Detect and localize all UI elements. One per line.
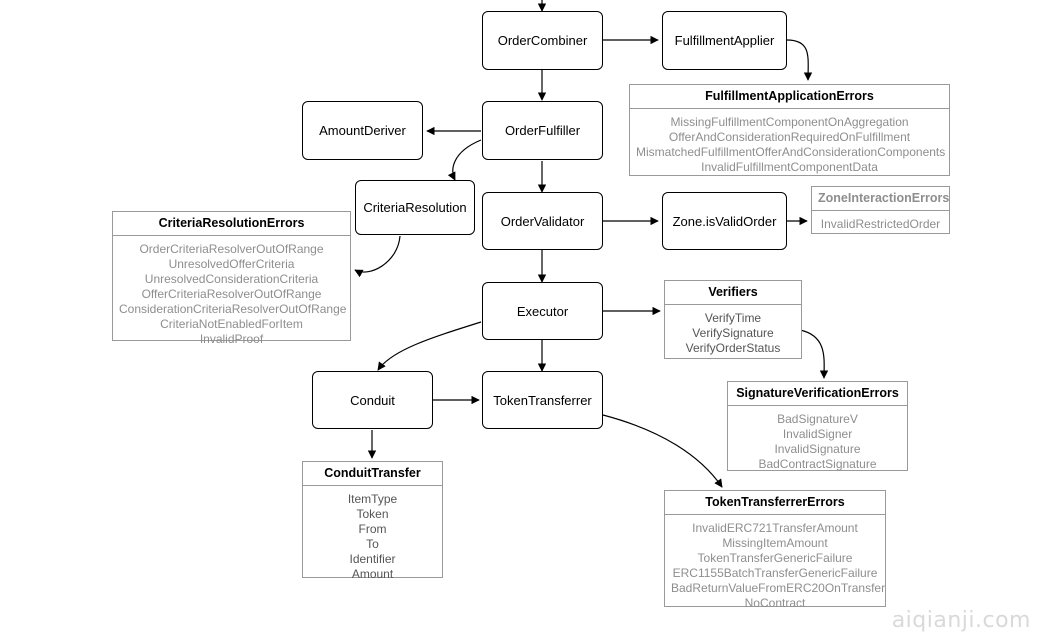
node-token-transferrer[interactable]: [482, 371, 603, 429]
table-row: VerifyTime: [704, 311, 762, 325]
table-row: VerifyOrderStatus: [685, 341, 781, 355]
node-amount-deriver[interactable]: [302, 101, 423, 160]
table-title: CriteriaResolutionErrors: [113, 212, 350, 236]
table-row: InvalidSigner: [782, 427, 853, 441]
table-verifiers: [664, 280, 802, 359]
node-conduit[interactable]: [312, 371, 433, 429]
table-body: [665, 515, 885, 618]
table-row: InvalidRestrictedOrder: [820, 217, 941, 231]
table-title: SignatureVerificationErrors: [728, 382, 907, 406]
table-row: InvalidProof: [199, 332, 264, 346]
table-title: ZoneInteractionErrors: [812, 187, 949, 211]
table-body: [303, 486, 442, 589]
table-conduit-transfer: [302, 461, 443, 581]
node-label: FulfillmentApplier: [674, 33, 775, 48]
table-title: TokenTransferrerErrors: [665, 491, 885, 515]
table-row: MismatchedFulfillmentOfferAndConsiderationComponents: [636, 145, 946, 159]
table-row: MissingFulfillmentComponentOnAggregation: [670, 115, 909, 129]
node-label: OrderFulfiller: [504, 123, 581, 138]
table-row: ConsiderationCriteriaResolverOutOfRange: [119, 302, 347, 316]
table-row: BadContractSignature: [758, 457, 877, 471]
table-criteria-resolution-errors: [112, 211, 351, 346]
table-title: FulfillmentApplicationErrors: [630, 85, 949, 109]
table-row: BadReturnValueFromERC20OnTransfer: [671, 581, 886, 595]
table-row: OfferAndConsiderationRequiredOnFulfillment: [668, 130, 911, 144]
node-executor[interactable]: [482, 282, 603, 340]
watermark: aiqianji.com: [891, 608, 1031, 633]
table-row: OrderCriteriaResolverOutOfRange: [139, 242, 324, 256]
node-label: AmountDeriver: [319, 123, 406, 138]
table-body: [812, 211, 949, 239]
table-row: From: [358, 522, 387, 536]
table-body: [728, 406, 907, 479]
table-row: UnresolvedConsiderationCriteria: [144, 272, 319, 286]
node-order-validator[interactable]: [482, 192, 603, 250]
table-zone-interaction-errors: [811, 186, 950, 234]
table-row: NoContract: [744, 596, 806, 610]
node-order-combiner[interactable]: [482, 11, 603, 70]
node-label: Conduit: [350, 392, 395, 408]
table-row: MissingItemAmount: [722, 536, 828, 550]
table-row: InvalidSignature: [774, 442, 861, 456]
table-title: ConduitTransfer: [303, 462, 442, 486]
table-row: ERC1155BatchTransferGenericFailure: [672, 566, 878, 580]
table-row: InvalidFulfillmentComponentData: [701, 160, 878, 174]
table-body: [630, 109, 949, 182]
table-row: Token: [356, 507, 389, 521]
node-zone-is-valid-order[interactable]: [662, 192, 787, 250]
node-label: OrderCombiner: [497, 33, 588, 48]
table-row: VerifySignature: [692, 326, 774, 340]
node-label: OrderValidator: [500, 213, 585, 229]
table-row: Identifier: [349, 552, 396, 566]
table-row: BadSignatureV: [777, 412, 858, 426]
table-row: Amount: [351, 567, 394, 581]
node-label: TokenTransferrer: [493, 392, 592, 408]
table-body: [113, 236, 350, 354]
node-criteria-resolution[interactable]: [355, 180, 475, 235]
table-row: InvalidERC721TransferAmount: [692, 521, 858, 535]
table-signature-verification-errors: [727, 381, 908, 471]
table-row: TokenTransferGenericFailure: [697, 551, 853, 565]
table-row: ItemType: [347, 492, 398, 506]
node-label: Executor: [516, 303, 569, 319]
node-fulfillment-applier[interactable]: [662, 11, 787, 70]
table-row: To: [366, 537, 379, 551]
table-body: [665, 305, 801, 363]
node-order-fulfiller[interactable]: [482, 101, 603, 160]
table-row: OfferCriteriaResolverOutOfRange: [141, 287, 322, 301]
node-label: CriteriaResolution: [363, 200, 467, 215]
node-label: Zone.isValidOrder: [672, 213, 777, 229]
table-row: UnresolvedOfferCriteria: [168, 257, 295, 271]
table-token-transferrer-errors: [664, 490, 886, 610]
table-fulfillment-application-errors: [629, 84, 950, 176]
table-row: CriteriaNotEnabledForItem: [160, 317, 303, 331]
table-title: Verifiers: [665, 281, 801, 305]
